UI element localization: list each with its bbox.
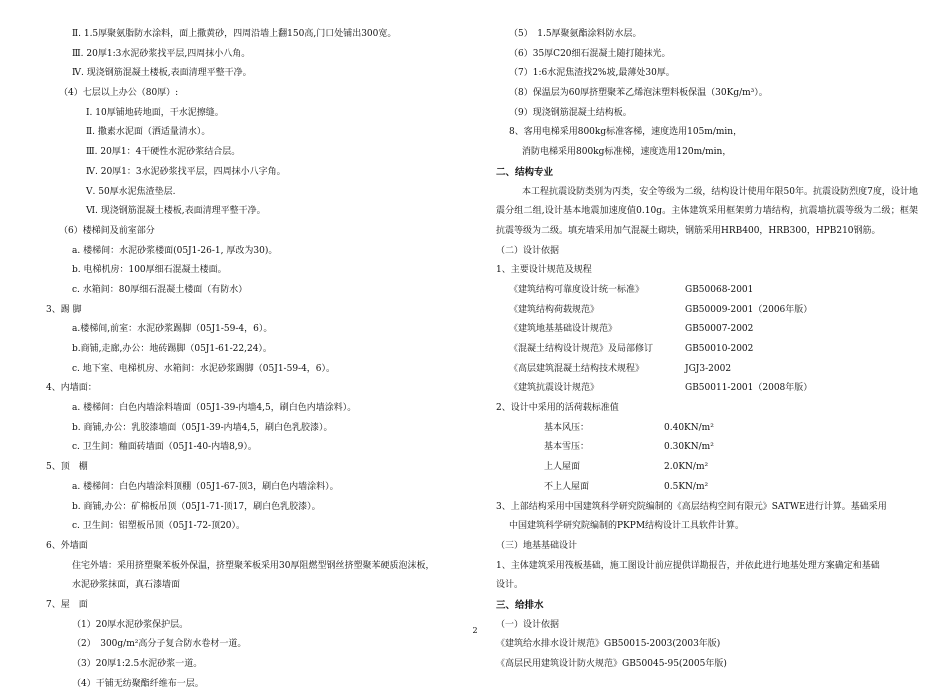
loads-list [496,419,918,498]
load-row [496,458,918,478]
text-line: （9）现浇钢筋混凝土结构板。 [509,107,632,118]
code-row [496,320,918,340]
load-value: 0.30KN/m² [664,442,714,453]
design-basis-heading [496,242,918,281]
load-row [496,478,918,498]
foundation-line-1: 1、主体建筑采用筏板基础，施工图设计前应提供详勘报告，并依此进行地基处理方案确定和基础 [496,560,880,571]
structure-paragraph: 本工程抗震设防类别为丙类，安全等级为二级，结构设计使用年限50年。抗震设防烈度7度，设计地震分组二组,设计基本地震加速度值0.10g。主体建筑采用框架剪力墙结构，抗震墙抗震等级为二级；框架抗震等级为二级。填充墙采用加气混凝土砌块，钢筋采用HRB400，HRB300，HPB210钢筋。 [496,186,918,236]
text-line: c. 地下室、电梯机房、水箱间：水泥砂浆踢脚（05J1-59-4，6）。 [72,363,336,374]
water-basis-title: （一）设计依据 [496,619,560,630]
code-row [496,379,918,399]
code-name: 《高层建筑混凝土结构技术规程》 [509,363,645,374]
text-line: Ⅳ. 现浇钢筋混凝土楼板,表面清理平整干净。 [72,68,252,79]
text-line: （2） 300g/m²高分子复合防水卷材一道。 [72,639,247,650]
text-line: a.楼梯间,前室：水泥砂浆踢脚（05J1-59-4，6）。 [72,324,273,335]
code-name: 《混凝土结构设计规范》及局部修订 [509,344,654,355]
left-column [46,25,478,694]
text-line: 1、主要设计规范及规程 [496,265,592,276]
text-line: Ⅲ. 20厚1：4干硬性水泥砂浆结合层。 [86,147,241,158]
calc-paragraph-line-2: 中国建筑科学研究院编制的PKPM结构设计工具软件计算。 [509,521,745,532]
water-section-title: 三、给排水 [496,599,544,611]
code-row [496,301,918,321]
page-number: 2 [472,626,478,635]
load-name: 基本雪压： [544,442,590,453]
right-column [496,25,918,675]
text-line: 二、结构专业 [496,166,554,178]
water-code-line: 《建筑给水排水设计规范》GB50015-2003(2003年版) [496,639,721,650]
foundation-line-2: 设计。 [496,580,524,591]
text-line: （7）1:6水泥焦渣找2%坡,最薄处30厚。 [509,68,675,79]
text-line: b. 商铺,办公：矿棉板吊顶（05J1-71-顶17，刷白色乳胶漆）。 [72,501,321,512]
text-line: 水泥砂浆抹面，真石漆墙面 [72,580,181,591]
code-name: 《建筑抗震设计规范》 [509,383,600,394]
text-line: （4）七层以上办公（80厚）: [59,88,179,99]
load-name: 不上人屋面 [544,481,590,492]
text-line: 8、客用电梯采用800kg标准客梯，速度选用105m/min， [509,127,743,138]
code-number: GB50068-2001 [685,284,754,295]
text-line: （1）20厚水泥砂浆保护层。 [72,619,189,630]
water-codes-list [496,635,918,674]
loads-title: 2、设计中采用的活荷载标准值 [496,403,619,414]
calc-paragraph-line-1: 3、上部结构采用中国建筑科学研究院编制的《高层结构空间有限元》SATWE进行计算。基础采用 [496,501,887,512]
water-code-line: 《高层民用建筑设计防火规范》GB50045-95(2005年版) [496,659,727,670]
text-line: （二）设计依据 [496,245,560,256]
load-value: 0.5KN/m² [664,481,709,492]
load-value: 0.40KN/m² [664,422,714,433]
foundation-title: （三）地基基础设计 [496,540,578,551]
text-line: b.商铺,走廊,办公：地砖踢脚（05J1-61-22,24）。 [72,344,272,354]
code-row [496,360,918,380]
text-line: Ⅴ. 50厚水泥焦渣垫层. [86,186,176,197]
text-line: Ⅳ. 20厚1：3水泥砂浆找平层，四周抹小八字角。 [86,166,286,177]
code-row [496,340,918,360]
code-name: 《建筑地基基础设计规范》 [509,324,618,335]
text-line: Ⅱ. 撒素水泥面（洒适量清水）。 [86,127,211,138]
text-line: （6）35厚C20细石混凝土随打随抹光。 [509,48,671,59]
text-line: （6）楼梯间及前室部分 [59,225,155,236]
text-line: 3、踢 脚 [46,304,82,315]
text-line: 7、屋 面 [46,599,88,610]
code-number: GB50011-2001（2008年版） [685,383,813,394]
text-line: b. 商铺,办公：乳胶漆墙面（05J1-39-内墙4,5，刷白色乳胶漆）。 [72,422,333,433]
text-line: Ⅰ. 10厚铺地砖地面，干水泥擦缝。 [86,107,224,118]
text-line: Ⅱ. 1.5厚聚氨脂防水涂料，面上撒黄砂，四周沿墙上翻150高,门口处铺出300宽。 [72,29,397,39]
text-line: （8）保温层为60厚挤塑聚苯乙烯泡沫塑料板保温（30Kg/m³）。 [509,88,768,99]
text-line: 5、顶 棚 [46,462,88,473]
code-name: 《建筑结构荷载规范》 [509,304,600,315]
text-line: a. 楼梯间：水泥砂浆楼面(05J1-26-1, 厚改为30)。 [72,245,278,256]
code-number: GB50010-2002 [685,344,754,355]
load-name: 上人屋面 [544,462,581,473]
load-name: 基本风压： [544,422,590,433]
text-line: Ⅵ. 现浇钢筋混凝土楼板,表面清理平整干净。 [86,206,266,217]
code-row [496,281,918,301]
text-line: 4、内墙面： [46,383,97,394]
codes-list [496,281,918,399]
text-line: （3）20厚1:2.5水泥砂浆一道。 [72,659,203,669]
text-line: （5） 1.5厚聚氨酯涂料防水层。 [509,29,642,39]
load-row [496,438,918,458]
load-row [496,419,918,439]
text-line: （4）干铺无纺聚酯纤维布一层。 [72,678,204,689]
load-value: 2.0KN/m² [664,462,709,473]
code-number: JGJ3-2002 [685,363,732,374]
code-number: GB50007-2002 [685,324,754,335]
text-line: c. 卫生间：釉面砖墙面（05J1-40-内墙8,9）。 [72,442,257,453]
text-line: 住宅外墙：采用挤塑聚苯板外保温，挤塑聚苯板采用30厚阻燃型钢丝挤塑聚苯硬质泡沫板， [72,560,435,571]
code-name: 《建筑结构可靠度设计统一标准》 [509,284,645,295]
text-line: Ⅲ. 20厚1:3水泥砂浆找平层,四周抹小八角。 [72,48,251,59]
text-line: 消防电梯采用800kg标准梯，速度选用120m/min， [522,147,732,158]
text-line: b. 电梯机房：100厚细石混凝土楼面。 [72,265,227,276]
text-line: c. 卫生间：铝塑板吊顶（05J1-72-顶20）。 [72,521,246,532]
code-number: GB50009-2001（2006年版） [685,304,813,315]
roof-and-elevator-section [496,25,918,183]
text-line: a. 楼梯间：白色内墙涂料顶棚（05J1-67-顶3，刷白色内墙涂料）。 [72,481,339,492]
text-line: a. 楼梯间：白色内墙涂料墙面（05J1-39-内墙4,5，刷白色内墙涂料）。 [72,403,357,414]
text-line: 6、外墙面 [46,540,88,551]
text-line: c. 水箱间：80厚细石混凝土楼面（有防水） [72,284,248,295]
